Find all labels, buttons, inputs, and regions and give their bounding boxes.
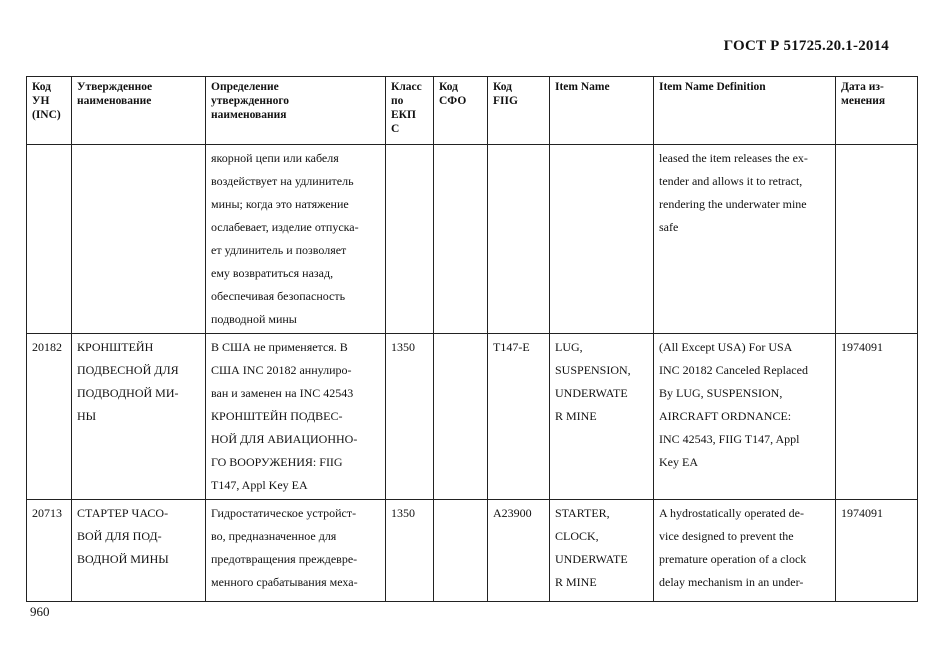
page-number: 960 (30, 604, 50, 619)
cell-sfo-code (434, 500, 488, 602)
column-header-class-ekps (386, 77, 434, 145)
standard-designation: ГОСТ Р 51725.20.1-2014 (723, 38, 889, 54)
header-text-line: Item Name (555, 81, 610, 93)
cell-item-name-definition (654, 145, 836, 334)
cell-text-line: SUSPENSION, (555, 363, 631, 377)
cell-sfo-code (434, 145, 488, 334)
header-text-line: ЕКП (391, 109, 416, 121)
column-header-approved-name (72, 77, 206, 145)
cell-text-line: R MINE (555, 575, 597, 589)
table-row (27, 500, 918, 602)
cell-text-line: СТАРТЕР ЧАСО- (77, 506, 169, 520)
cell-text-line: предотвращения преждевре- (211, 552, 358, 566)
cell-class-ekps (386, 334, 434, 500)
cell-text-line: мины; когда это натяжение (211, 197, 349, 211)
cell-text-line: обеспечивая безопасность (211, 289, 346, 303)
cell-text-line: CLOCK, (555, 529, 599, 543)
cell-inc-code (27, 145, 72, 334)
cell-text-line: rendering the underwater mine (659, 197, 807, 211)
table-header-row (27, 77, 918, 145)
header-text-line: Утвержденное (77, 81, 153, 93)
cell-approved-name (72, 334, 206, 500)
table-row (27, 145, 918, 334)
cell-text-line: tender and allows it to retract, (659, 174, 803, 188)
cell-text-line: Гидростатическое устройст- (211, 506, 357, 520)
cell-text-line: ван и заменен на INC 42543 (211, 386, 354, 400)
table-body (27, 145, 918, 602)
cell-text-line: США INC 20182 аннулиро- (211, 363, 352, 377)
cell-inc-code (27, 500, 72, 602)
header-text-line: наименования (211, 109, 287, 121)
cell-text-line: A hydrostatically operated de- (659, 506, 804, 520)
cell-text-line: 20182 (32, 340, 62, 354)
header-text-line: наименование (77, 95, 152, 107)
cell-text-line: 1350 (391, 340, 415, 354)
cell-text-line: ПОДВЕСНОЙ ДЛЯ (77, 363, 179, 377)
cell-text-line: By LUG, SUSPENSION, (659, 386, 783, 400)
cell-text-line: 20713 (32, 506, 62, 520)
cell-text-line: КРОНШТЕЙН (77, 340, 154, 354)
cell-fiig-code (488, 334, 550, 500)
cell-text-line: T147, Appl Key EA (211, 478, 308, 492)
cell-text-line: подводной мины (211, 312, 297, 326)
cell-text-line: delay mechanism in an under- (659, 575, 804, 589)
cell-item-name (550, 500, 654, 602)
cell-text-line: ПОДВОДНОЙ МИ- (77, 386, 179, 400)
header-text-line: по (391, 95, 404, 107)
cell-change-date (836, 145, 918, 334)
column-header-change-date (836, 77, 918, 145)
cell-name-definition (206, 145, 386, 334)
cell-text-line: T147-E (493, 340, 530, 354)
cell-change-date (836, 334, 918, 500)
cell-item-name (550, 334, 654, 500)
cell-text-line: якорной цепи или кабеля (211, 151, 339, 165)
cell-fiig-code (488, 500, 550, 602)
cell-item-name-definition (654, 500, 836, 602)
cell-text-line: (All Except USA) For USA (659, 340, 793, 354)
cell-text-line: vice designed to prevent the (659, 529, 794, 543)
cell-text-line: R MINE (555, 409, 597, 423)
cell-text-line: ему возвратиться назад, (211, 266, 334, 280)
header-text-line: С (391, 123, 400, 135)
cell-approved-name (72, 500, 206, 602)
cell-text-line: A23900 (493, 506, 532, 520)
cell-text-line: КРОНШТЕЙН ПОДВЕС- (211, 409, 343, 423)
cell-text-line: INC 20182 Canceled Replaced (659, 363, 808, 377)
cell-sfo-code (434, 334, 488, 500)
cell-inc-code (27, 334, 72, 500)
cell-text-line: НОЙ ДЛЯ АВИАЦИОННО- (211, 432, 358, 446)
cell-text-line: воздействует на удлинитель (211, 174, 354, 188)
header-text-line: Класс (391, 81, 422, 93)
cell-text-line: leased the item releases the ex- (659, 151, 808, 165)
cell-fiig-code (488, 145, 550, 334)
cell-text-line: 1350 (391, 506, 415, 520)
cell-text-line: ет удлинитель и позволяет (211, 243, 347, 257)
column-header-item-name-definition (654, 77, 836, 145)
column-header-inc-code (27, 77, 72, 145)
cell-text-line: LUG, (555, 340, 583, 354)
header-text-line: (INC) (32, 109, 61, 121)
cell-text-line: STARTER, (555, 506, 610, 520)
cell-text-line: 1974091 (841, 340, 883, 354)
cell-text-line: 1974091 (841, 506, 883, 520)
header-text-line: утвержденного (211, 95, 290, 107)
header-text-line: СФО (439, 95, 467, 107)
header-text-line: Определение (211, 81, 279, 93)
column-header-item-name (550, 77, 654, 145)
cell-item-name-definition (654, 334, 836, 500)
cell-class-ekps (386, 145, 434, 334)
column-header-name-definition (206, 77, 386, 145)
cell-text-line: ослабевает, изделие отпуска- (211, 220, 359, 234)
cell-text-line: ГО ВООРУЖЕНИЯ: FIIG (211, 455, 343, 469)
header-text-line: FIIG (493, 95, 518, 107)
cell-text-line: во, предназначенное для (211, 529, 337, 543)
cell-class-ekps (386, 500, 434, 602)
column-header-sfo-code (434, 77, 488, 145)
header-text-line: Код (493, 81, 513, 93)
header-text-line: УН (32, 95, 50, 107)
header-text-line: Код (32, 81, 52, 93)
cell-name-definition (206, 500, 386, 602)
cell-text-line: INC 42543, FIIG T147, Appl (659, 432, 800, 446)
cell-text-line: UNDERWATE (555, 386, 628, 400)
cell-text-line: AIRCRAFT ORDNANCE: (659, 409, 792, 423)
cell-item-name (550, 145, 654, 334)
cell-text-line: ВОЙ ДЛЯ ПОД- (77, 529, 162, 543)
cell-text-line: safe (659, 220, 679, 234)
header-text-line: Item Name Definition (659, 81, 766, 93)
column-header-fiig-code (488, 77, 550, 145)
cell-text-line: В США не применяется. В (211, 340, 348, 354)
table-row (27, 334, 918, 500)
cell-text-line: premature operation of a clock (659, 552, 807, 566)
cell-text-line: ВОДНОЙ МИНЫ (77, 552, 169, 566)
cell-name-definition (206, 334, 386, 500)
cell-approved-name (72, 145, 206, 334)
header-text-line: Дата из- (841, 81, 884, 93)
cell-change-date (836, 500, 918, 602)
cell-text-line: UNDERWATE (555, 552, 628, 566)
cell-text-line: НЫ (77, 409, 97, 423)
cell-text-line: менного срабатывания меха- (211, 575, 358, 589)
cell-text-line: Key EA (659, 455, 698, 469)
header-text-line: менения (841, 95, 886, 107)
header-text-line: Код (439, 81, 459, 93)
inc-table (26, 76, 918, 602)
